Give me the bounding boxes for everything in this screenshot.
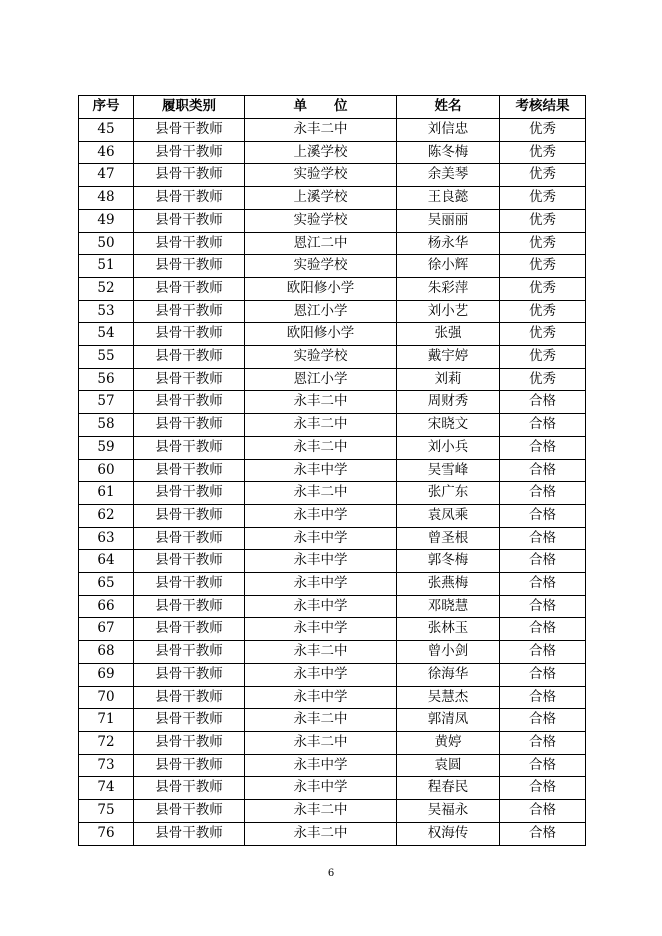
cell-assessment-result: 合格 [500,686,586,709]
cell-serial-number: 67 [79,618,134,641]
cell-serial-number: 66 [79,595,134,618]
cell-unit: 永丰二中 [245,414,397,437]
cell-duty-category: 县骨干教师 [134,119,245,142]
cell-assessment-result: 合格 [500,641,586,664]
cell-serial-number: 64 [79,550,134,573]
table-row [79,346,586,369]
cell-unit: 永丰二中 [245,436,397,459]
cell-serial-number: 58 [79,414,134,437]
cell-duty-category: 县骨干教师 [134,754,245,777]
table-row [79,300,586,323]
cell-name: 徐海华 [397,663,500,686]
cell-name: 郭清凤 [397,709,500,732]
cell-name: 吴慧杰 [397,686,500,709]
cell-assessment-result: 合格 [500,573,586,596]
assessment-table [78,95,586,846]
cell-assessment-result: 优秀 [500,164,586,187]
cell-assessment-result: 合格 [500,822,586,845]
page-number: 6 [327,868,335,879]
cell-serial-number: 60 [79,459,134,482]
table-row [79,459,586,482]
cell-serial-number: 53 [79,300,134,323]
header-unit: 单 位 [245,96,397,119]
cell-unit: 永丰中学 [245,595,397,618]
cell-unit: 永丰二中 [245,391,397,414]
table-header-row [79,96,586,119]
cell-duty-category: 县骨干教师 [134,709,245,732]
cell-duty-category: 县骨干教师 [134,346,245,369]
cell-assessment-result: 合格 [500,414,586,437]
cell-name: 曾小剑 [397,641,500,664]
cell-assessment-result: 优秀 [500,277,586,300]
table-row [79,482,586,505]
cell-duty-category: 县骨干教师 [134,391,245,414]
cell-name: 陈冬梅 [397,141,500,164]
table-row [79,323,586,346]
cell-duty-category: 县骨干教师 [134,368,245,391]
cell-unit: 恩江二中 [245,232,397,255]
cell-serial-number: 50 [79,232,134,255]
cell-unit: 恩江小学 [245,300,397,323]
cell-unit: 永丰中学 [245,777,397,800]
cell-assessment-result: 合格 [500,663,586,686]
table-row [79,209,586,232]
cell-serial-number: 62 [79,504,134,527]
cell-unit: 永丰中学 [245,618,397,641]
table-row [79,595,586,618]
cell-assessment-result: 合格 [500,595,586,618]
cell-serial-number: 54 [79,323,134,346]
cell-serial-number: 72 [79,731,134,754]
cell-serial-number: 74 [79,777,134,800]
cell-name: 刘信忠 [397,119,500,142]
cell-duty-category: 县骨干教师 [134,300,245,323]
cell-serial-number: 70 [79,686,134,709]
header-serial-number: 序号 [79,96,134,119]
cell-unit: 欧阳修小学 [245,323,397,346]
cell-name: 郭冬梅 [397,550,500,573]
cell-unit: 实验学校 [245,164,397,187]
table-row [79,187,586,210]
cell-assessment-result: 合格 [500,504,586,527]
table-row [79,232,586,255]
cell-duty-category: 县骨干教师 [134,595,245,618]
table-row [79,550,586,573]
cell-name: 黄婷 [397,731,500,754]
cell-name: 杨永华 [397,232,500,255]
cell-duty-category: 县骨干教师 [134,573,245,596]
cell-assessment-result: 优秀 [500,346,586,369]
table-row [79,119,586,142]
header-duty-category: 履职类别 [134,96,245,119]
table-row [79,527,586,550]
cell-unit: 永丰二中 [245,731,397,754]
cell-unit: 永丰二中 [245,119,397,142]
cell-name: 邓晓慧 [397,595,500,618]
table-row [79,754,586,777]
cell-unit: 永丰中学 [245,663,397,686]
cell-duty-category: 县骨干教师 [134,663,245,686]
cell-serial-number: 45 [79,119,134,142]
cell-name: 吴雪峰 [397,459,500,482]
cell-unit: 实验学校 [245,346,397,369]
cell-serial-number: 63 [79,527,134,550]
table-row [79,436,586,459]
table-row [79,777,586,800]
cell-name: 张林玉 [397,618,500,641]
cell-unit: 永丰中学 [245,686,397,709]
cell-unit: 永丰二中 [245,800,397,823]
cell-duty-category: 县骨干教师 [134,459,245,482]
cell-unit: 恩江小学 [245,368,397,391]
cell-name: 刘小兵 [397,436,500,459]
cell-duty-category: 县骨干教师 [134,800,245,823]
table-row [79,141,586,164]
cell-name: 张燕梅 [397,573,500,596]
cell-unit: 永丰二中 [245,822,397,845]
cell-unit: 上溪学校 [245,187,397,210]
cell-name: 戴宇婷 [397,346,500,369]
cell-name: 余美琴 [397,164,500,187]
cell-duty-category: 县骨干教师 [134,527,245,550]
table-row [79,709,586,732]
table-row [79,573,586,596]
cell-unit: 实验学校 [245,255,397,278]
cell-name: 袁凤乘 [397,504,500,527]
cell-name: 宋晓文 [397,414,500,437]
table-body [79,119,586,846]
cell-serial-number: 57 [79,391,134,414]
cell-unit: 上溪学校 [245,141,397,164]
cell-serial-number: 68 [79,641,134,664]
cell-serial-number: 51 [79,255,134,278]
cell-unit: 永丰中学 [245,550,397,573]
cell-duty-category: 县骨干教师 [134,550,245,573]
cell-serial-number: 56 [79,368,134,391]
cell-assessment-result: 优秀 [500,255,586,278]
cell-name: 张强 [397,323,500,346]
table-row [79,686,586,709]
cell-assessment-result: 优秀 [500,209,586,232]
cell-serial-number: 65 [79,573,134,596]
cell-assessment-result: 优秀 [500,187,586,210]
cell-serial-number: 61 [79,482,134,505]
table-row [79,618,586,641]
cell-assessment-result: 合格 [500,527,586,550]
cell-name: 袁圆 [397,754,500,777]
cell-serial-number: 71 [79,709,134,732]
cell-duty-category: 县骨干教师 [134,436,245,459]
cell-name: 徐小辉 [397,255,500,278]
cell-serial-number: 52 [79,277,134,300]
table-row [79,731,586,754]
cell-duty-category: 县骨干教师 [134,641,245,664]
cell-duty-category: 县骨干教师 [134,777,245,800]
cell-name: 权海传 [397,822,500,845]
cell-serial-number: 75 [79,800,134,823]
cell-unit: 永丰中学 [245,504,397,527]
table-row [79,800,586,823]
cell-assessment-result: 合格 [500,731,586,754]
cell-duty-category: 县骨干教师 [134,209,245,232]
cell-serial-number: 76 [79,822,134,845]
cell-serial-number: 59 [79,436,134,459]
cell-serial-number: 49 [79,209,134,232]
cell-unit: 永丰中学 [245,459,397,482]
cell-assessment-result: 合格 [500,709,586,732]
table-row [79,641,586,664]
cell-assessment-result: 优秀 [500,300,586,323]
cell-unit: 实验学校 [245,209,397,232]
cell-assessment-result: 合格 [500,777,586,800]
table-row [79,391,586,414]
cell-unit: 永丰中学 [245,573,397,596]
cell-duty-category: 县骨干教师 [134,232,245,255]
cell-unit: 永丰中学 [245,754,397,777]
table-row [79,504,586,527]
header-name: 姓名 [397,96,500,119]
cell-duty-category: 县骨干教师 [134,686,245,709]
table-row [79,277,586,300]
cell-duty-category: 县骨干教师 [134,141,245,164]
table-row [79,255,586,278]
cell-duty-category: 县骨干教师 [134,255,245,278]
cell-name: 吴福永 [397,800,500,823]
cell-assessment-result: 合格 [500,459,586,482]
cell-assessment-result: 合格 [500,800,586,823]
table-row [79,822,586,845]
cell-name: 朱彩萍 [397,277,500,300]
cell-assessment-result: 合格 [500,550,586,573]
cell-name: 周财秀 [397,391,500,414]
cell-unit: 永丰二中 [245,709,397,732]
cell-assessment-result: 优秀 [500,119,586,142]
cell-assessment-result: 合格 [500,754,586,777]
cell-assessment-result: 优秀 [500,323,586,346]
cell-serial-number: 69 [79,663,134,686]
cell-unit: 永丰二中 [245,482,397,505]
cell-serial-number: 46 [79,141,134,164]
cell-assessment-result: 合格 [500,391,586,414]
cell-name: 程春民 [397,777,500,800]
cell-duty-category: 县骨干教师 [134,822,245,845]
cell-duty-category: 县骨干教师 [134,731,245,754]
table-row [79,368,586,391]
table-row [79,164,586,187]
cell-name: 王良懿 [397,187,500,210]
cell-assessment-result: 合格 [500,482,586,505]
cell-name: 刘莉 [397,368,500,391]
header-assessment-result: 考核结果 [500,96,586,119]
cell-name: 刘小艺 [397,300,500,323]
cell-serial-number: 73 [79,754,134,777]
cell-name: 吴丽丽 [397,209,500,232]
cell-serial-number: 55 [79,346,134,369]
cell-name: 曾圣根 [397,527,500,550]
cell-serial-number: 47 [79,164,134,187]
cell-assessment-result: 优秀 [500,141,586,164]
table-row [79,414,586,437]
cell-duty-category: 县骨干教师 [134,414,245,437]
cell-duty-category: 县骨干教师 [134,482,245,505]
table-row [79,663,586,686]
cell-unit: 永丰二中 [245,641,397,664]
cell-unit: 永丰中学 [245,527,397,550]
cell-assessment-result: 优秀 [500,232,586,255]
cell-duty-category: 县骨干教师 [134,618,245,641]
cell-assessment-result: 合格 [500,436,586,459]
cell-duty-category: 县骨干教师 [134,277,245,300]
cell-assessment-result: 优秀 [500,368,586,391]
cell-duty-category: 县骨干教师 [134,164,245,187]
cell-duty-category: 县骨干教师 [134,187,245,210]
cell-duty-category: 县骨干教师 [134,504,245,527]
cell-unit: 欧阳修小学 [245,277,397,300]
cell-name: 张广东 [397,482,500,505]
cell-assessment-result: 合格 [500,618,586,641]
cell-serial-number: 48 [79,187,134,210]
cell-duty-category: 县骨干教师 [134,323,245,346]
